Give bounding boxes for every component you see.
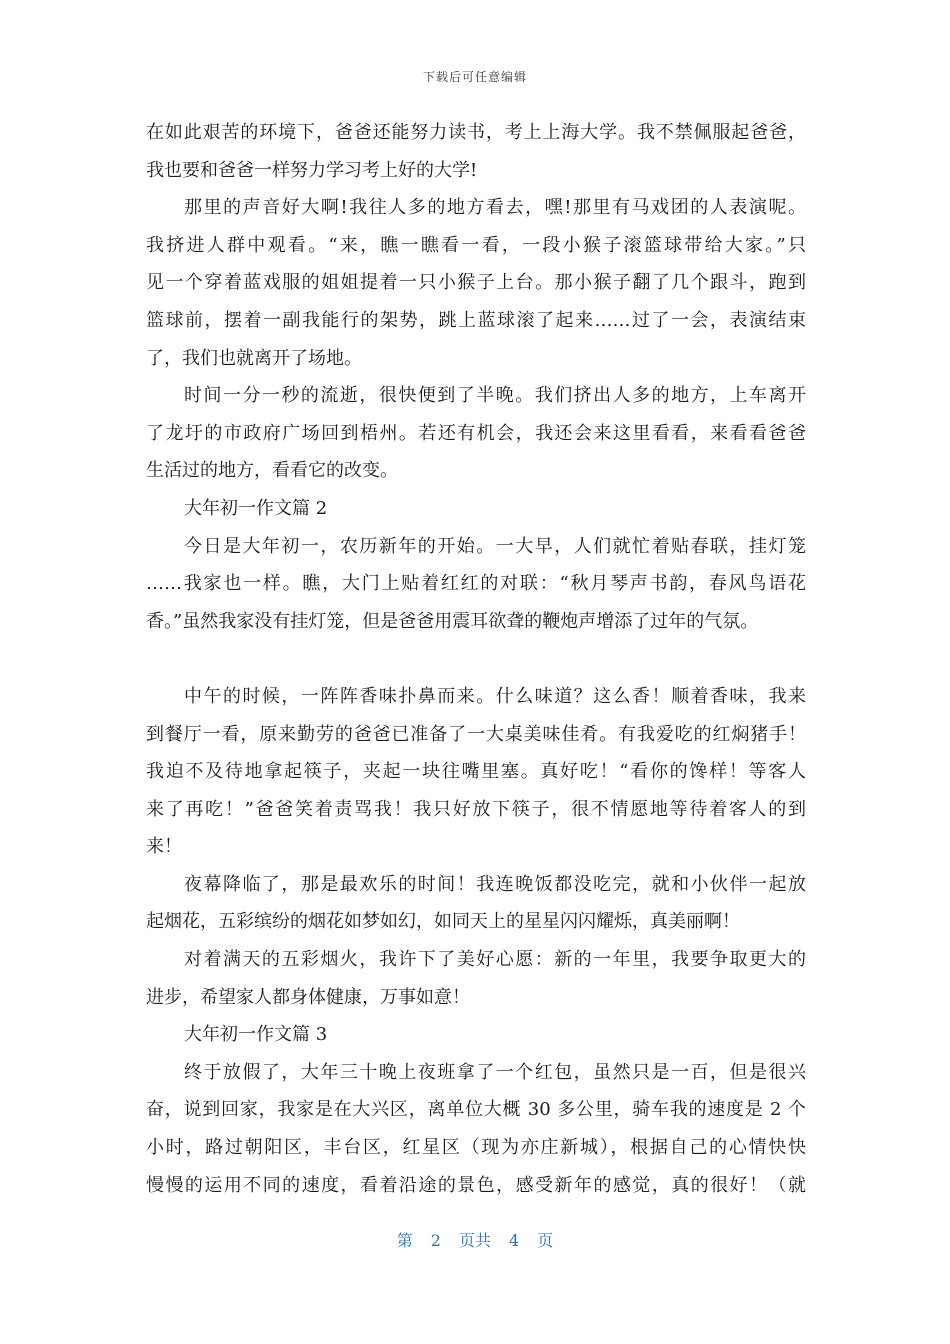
text-line: 今日是大年初一，农历新年的开始。一大早，人们就忙着贴春联，挂灯笼 (184, 535, 806, 557)
text-line: 生活过的地方，看看它的改变。 (146, 460, 398, 482)
text-line: 来了再吃！”爸爸笑着责骂我！我只好放下筷子，很不情愿地等待着客人的到 (146, 798, 806, 820)
page-header: 下载后可任意编辑 (422, 70, 527, 84)
text-line: 在如此艰苦的环境下，爸爸还能努力读书，考上上海大学。我不禁佩服起爸爸， (146, 122, 806, 143)
text-line: 进步，希望家人都身体健康，万事如意！ (146, 986, 470, 1008)
text-line: 见一个穿着蓝戏服的姐姐提着一只小猴子上台。那小猴子翻了几个跟斗，跑到 (146, 272, 806, 294)
text-line: 大年初一作文篇 3 (184, 1024, 328, 1046)
text-line: 我迫不及待地拿起筷子，夹起一块往嘴里塞。真好吃！“看你的馋样！等客人 (146, 761, 806, 783)
footer-total-pages: 4 (509, 1231, 520, 1250)
text-line: 我挤进人群中观看。“来，瞧一瞧看一看，一段小猴子滚篮球带给大家。”只 (146, 234, 806, 256)
footer-page-number: 2 (430, 1231, 441, 1250)
text-line: 来！ (146, 836, 182, 858)
text-line: 起烟花，五彩缤纷的烟花如梦如幻，如同天上的星星闪闪耀烁，真美丽啊！ (146, 911, 740, 933)
text-line: 中午的时候，一阵阵香味扑鼻而来。什么味道？这么香！顺着香味，我来 (184, 685, 806, 707)
text-line: 了龙圩的市政府广场回到梧州。若还有机会，我还会来这里看看，来看看爸爸 (146, 422, 806, 444)
blank-line (146, 640, 806, 678)
text-line: 到餐厅一看，原来勤劳的爸爸已准备了一大桌美味佳肴。有我爱吃的红焖猪手！ (146, 723, 806, 745)
text-line: 慢慢的运用不同的速度，看着沿途的景色，感受新年的感觉，真的很好！（就 (146, 1174, 806, 1196)
text-line: 大年初一作文篇 2 (184, 497, 328, 519)
text-line: 对着满天的五彩烟火，我许下了美好心愿：新的一年里，我要争取更大的 (184, 949, 806, 971)
text-line: 终于放假了，大年三十晚上夜班拿了一个红包，虽然只是一百，但是很兴 (184, 1061, 806, 1083)
text-line: 香。”虽然我家没有挂灯笼，但是爸爸用震耳欲聋的鞭炮声增添了过年的气氛。 (146, 610, 759, 632)
page-footer (0, 1228, 950, 1251)
text-line: 小时，路过朝阳区，丰台区，红星区（现为亦庄新城），根据自己的心情快快 (146, 1137, 806, 1159)
footer-suffix: 页 (537, 1231, 554, 1250)
text-line: 奋，说到回家，我家是在大兴区，离单位大概 30 多公里，骑车我的速度是 2 个 (146, 1099, 806, 1121)
document-body (146, 114, 806, 1204)
text-line: 那里的声音好大啊!我往人多的地方看去，嘿!那里有马戏团的人表演呢。 (184, 197, 806, 219)
footer-middle: 页共 (458, 1231, 491, 1250)
text-line: 时间一分一秒的流逝，很快便到了半晚。我们挤出人多的地方，上车离开 (184, 385, 806, 407)
text-line: 了，我们也就离开了场地。 (146, 347, 362, 369)
footer-prefix: 第 (396, 1231, 413, 1250)
text-line: 夜幕降临了，那是最欢乐的时间！我连晚饭都没吃完，就和小伙伴一起放 (184, 873, 806, 895)
text-line: 篮球前，摆着一副我能行的架势，跳上蓝球滚了起来……过了一会，表演结束 (146, 309, 806, 331)
text-line: ……我家也一样。瞧，大门上贴着红红的对联：“秋月琴声书韵，春风鸟语花 (146, 573, 806, 595)
text-line: 我也要和爸爸一样努力学习考上好的大学! (146, 159, 478, 181)
